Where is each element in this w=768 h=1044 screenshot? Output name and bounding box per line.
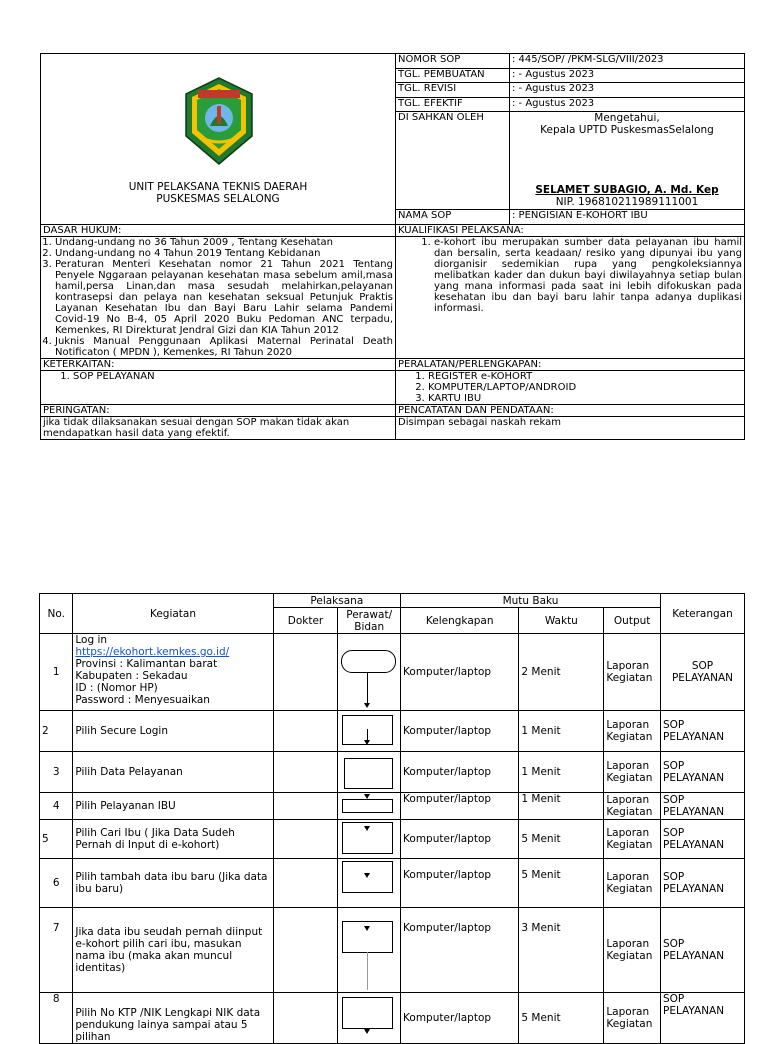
row-waktu: 1 Menit [519,793,604,820]
col-header-no: No. [40,594,73,634]
row-no: 1 [40,634,73,711]
col-header-keterangan: Keterangan [660,594,744,634]
logo-cell [41,54,396,225]
field-label-tgl-revisi: TGL. REVISI [396,83,510,98]
peralatan-list [396,371,745,405]
dasar-hukum-item: 4. Juknis Manual Penggunaan Aplikasi Maternal Perinatal Death Notificaton ( MPDN ), Kemenkes, RI Tahun 2020 [55,336,393,358]
signer-name: SELAMET SUBAGIO, A. Md. Kep [535,184,719,197]
keterkaitan-title: KETERKAITAN: [41,359,396,371]
procedure-table [39,593,745,1044]
col-header-perawat: Perawat/ Bidan [338,608,401,634]
row-waktu: 2 Menit [519,634,604,711]
pencatatan-text: Disimpan sebagai naskah rekam [396,417,745,440]
row-kegiatan: Pilih tambah data ibu baru (Jika data ibu baru) [73,859,273,908]
row-output: Laporan Kegiatan [604,859,661,908]
field-value-tgl-efektif: : - Agustus 2023 [510,97,745,112]
row-keterangan: SOP PELAYANAN [660,793,744,820]
flow-start-terminator [341,650,396,673]
pencatatan-title: PENCATATAN DAN PENDATAAN: [396,405,745,417]
row-kegiatan-login [73,634,273,711]
row-kegiatan: Pilih Data Pelayanan [73,752,273,793]
dasar-hukum-item: 3. Peraturan Menteri Kesehatan nomor 21 Tahun 2021 Tentang Penyele Nggaraan pelayanan kesehatan masa sebelum amil,masa hamil,persa Linan,dan masa sesudah melahirkan,pelayanan kontrasepsi dan pelaya nan kesehatan seksual Petunjuk Praktis Layanan Kesehatan Ibu dan Bayi Baru Lahir selama Pandemi Covid-19 No B-4, 05 April 2020 Buku Pedoman ANC terpadu, Kemenkes, RI Direkturat Jendral Gizi dan KIA Tahun 2012 [55,259,393,336]
row-flow-cell [338,820,401,859]
row-flow-cell [338,752,401,793]
table-row [40,634,745,711]
approval-block [510,112,745,210]
login-line: ID : (Nomor HP) [75,682,158,694]
row-kegiatan: Pilih Cari Ibu ( Jika Data Sudeh Pernah di Input di e-kohort) [73,820,273,859]
ekohort-link[interactable]: https://ekohort.kemkes.go.id/ [75,646,230,658]
approval-line2: Kepala UPTD PuskesmasSelalong [540,124,714,137]
col-header-output: Output [604,608,661,634]
peralatan-item: 2. KOMPUTER/LAPTOP/ANDROID [428,382,742,393]
row-output: Laporan Kegiatan [604,752,661,793]
row-dokter-cell [273,993,338,1044]
row-flow-cell [338,908,401,993]
col-header-dokter: Dokter [273,608,338,634]
peralatan-item: 3. KARTU IBU [428,393,742,404]
row-kelengkapan: Komputer/laptop [401,908,519,993]
row-dokter-cell [273,908,338,993]
row-no: 4 [40,793,73,820]
table-row [40,793,745,820]
table-row [40,752,745,793]
row-kelengkapan: Komputer/laptop [401,793,519,820]
sop-name-label: NAMA SOP [396,210,510,225]
table-row [40,859,745,908]
row-dokter-cell [273,634,338,711]
row-dokter-cell [273,793,338,820]
row-waktu: 5 Menit [519,859,604,908]
flow-arrowhead [364,926,370,931]
row-no: 2 [40,711,73,752]
dasar-hukum-list [41,237,396,359]
dasar-hukum-item: 1. Undang-undang no 36 Tahun 2009 , Tentang Kesehatan [55,237,393,248]
col-header-waktu: Waktu [519,608,604,634]
row-flow-cell [338,859,401,908]
row-output: Laporan Kegiatan [604,793,661,820]
col-header-pelaksana: Pelaksana [273,594,400,608]
row-dokter-cell [273,711,338,752]
login-line: Kabupaten : Sekadau [75,670,188,682]
row-flow-cell [338,993,401,1044]
keterkaitan-item: 1. SOP PELAYANAN [73,371,393,382]
table-row [40,820,745,859]
row-keterangan: SOP PELAYANAN [660,908,744,993]
row-no: 3 [40,752,73,793]
field-label-tgl-pembuatan: TGL. PEMBUATAN [396,68,510,83]
table-row [40,711,745,752]
row-keterangan: SOP PELAYANAN [660,752,744,793]
row-kelengkapan: Komputer/laptop [401,820,519,859]
row-flow-cell [338,793,401,820]
row-kelengkapan: Komputer/laptop [401,711,519,752]
row-waktu: 3 Menit [519,908,604,993]
row-keterangan: SOP PELAYANAN [660,993,744,1044]
row-no: 5 [40,820,73,859]
approval-line1: Mengetahui, [594,112,660,125]
flow-arrowhead [364,740,370,745]
flow-process-box [344,758,393,789]
row-flow-cell [338,711,401,752]
row-output: Laporan Kegiatan [604,908,661,993]
row-kegiatan: Pilih Secure Login [73,711,273,752]
flow-process-box [342,997,393,1029]
row-no: 6 [40,859,73,908]
flow-arrow [367,672,368,704]
flow-arrowhead [364,826,370,831]
row-waktu: 1 Menit [519,752,604,793]
row-waktu: 5 Menit [519,820,604,859]
row-keterangan: SOP PELAYANAN [660,859,744,908]
unit-name-line1: UNIT PELAKSANA TEKNIS DAERAH [128,181,308,193]
field-label-tgl-efektif: TGL. EFEKTIF [396,97,510,112]
disahkan-label: DI SAHKAN OLEH [396,112,510,210]
row-dokter-cell [273,752,338,793]
sekadau-emblem-logo [184,76,254,166]
row-waktu: 5 Menit [519,993,604,1044]
peralatan-item: 1. REGISTER e-KOHORT [428,371,742,382]
field-value-tgl-pembuatan: : - Agustus 2023 [510,68,745,83]
row-kelengkapan: Komputer/laptop [401,634,519,711]
row-no: 7 [40,908,73,993]
dasar-hukum-title: DASAR HUKUM: [41,225,396,237]
row-kegiatan: Pilih Pelayanan IBU [73,793,273,820]
flow-arrowhead [364,703,370,708]
row-kelengkapan: Komputer/laptop [401,752,519,793]
row-flow-cell [338,634,401,711]
unit-name-line2: PUSKESMAS SELALONG [156,193,280,205]
kualifikasi-list [396,237,745,359]
flow-arrowhead [364,1029,370,1034]
dasar-hukum-item: 2. Undang-undang no 4 Tahun 2019 Tentang Kebidanan [55,248,393,259]
row-kegiatan: Pilih No KTP /NIK Lengkapi NIK data pendukung lainya sampai atau 5 pilihan [73,993,273,1044]
row-waktu: 1 Menit [519,711,604,752]
col-header-mutu-baku: Mutu Baku [401,594,661,608]
row-dokter-cell [273,820,338,859]
login-title: Log in [75,634,108,646]
peringatan-title: PERINGATAN: [41,405,396,417]
row-no: 8 [40,993,73,1044]
signer-nip: NIP. 196810211989111001 [555,196,699,209]
peralatan-title: PERALATAN/PERLENGKAPAN: [396,359,745,371]
row-kelengkapan: Komputer/laptop [401,993,519,1044]
row-dokter-cell [273,859,338,908]
row-keterangan: SOP PELAYANAN [660,634,744,711]
table-row [40,993,745,1044]
field-value-tgl-revisi: : - Agustus 2023 [510,83,745,98]
flow-arrow [367,952,368,990]
row-kegiatan: Jika data ibu seudah pernah diinput e-kohort pilih cari ibu, masukan nama ibu (maka akan muncul identitas) [73,908,273,993]
row-keterangan: SOP PELAYANAN [660,820,744,859]
row-keterangan: SOP PELAYANAN [660,711,744,752]
col-header-kelengkapan: Kelengkapan [401,608,519,634]
kualifikasi-title: KUALIFIKASI PELAKSANA: [396,225,745,237]
flow-process-box [342,799,393,813]
row-output: Laporan Kegiatan [604,993,661,1044]
flow-arrowhead [364,873,370,878]
sop-name-value: : PENGISIAN E-KOHORT IBU [510,210,745,225]
row-output: Laporan Kegiatan [604,634,661,711]
login-line: Provinsi : Kalimantan barat [75,658,218,670]
kualifikasi-item: 1. e-kohort ibu merupakan sumber data pelayanan ibu hamil dan bersalin, serta keadaan/ resiko yang dipunyai ibu yang diorganisir sedemikian rupa yang pengkoleksiannya melibatkan kader dan dukun bayi diwilayahnya setiap bulan yang mana informasi pada saat ini lebih difokuskan pada kesehatan ibu dan bayi baru lahir tanpa adanya duplikasi informasi. [434,237,742,314]
login-line: Password : Menyesuaikan [75,694,210,706]
peringatan-text: jika tidak dilaksanakan sesuai dengan SOP makan tidak akan mendapatkan hasil data yang efektif. [41,417,396,440]
sop-header-table [40,53,745,440]
col-header-kegiatan: Kegiatan [73,594,273,634]
row-kelengkapan: Komputer/laptop [401,859,519,908]
row-output: Laporan Kegiatan [604,711,661,752]
keterkaitan-list [41,371,396,405]
table-row [40,908,745,993]
row-output: Laporan Kegiatan [604,820,661,859]
field-value-nomor-sop: : 445/SOP/ /PKM-SLG/VIII/2023 [510,54,745,69]
field-label-nomor-sop: NOMOR SOP [396,54,510,69]
